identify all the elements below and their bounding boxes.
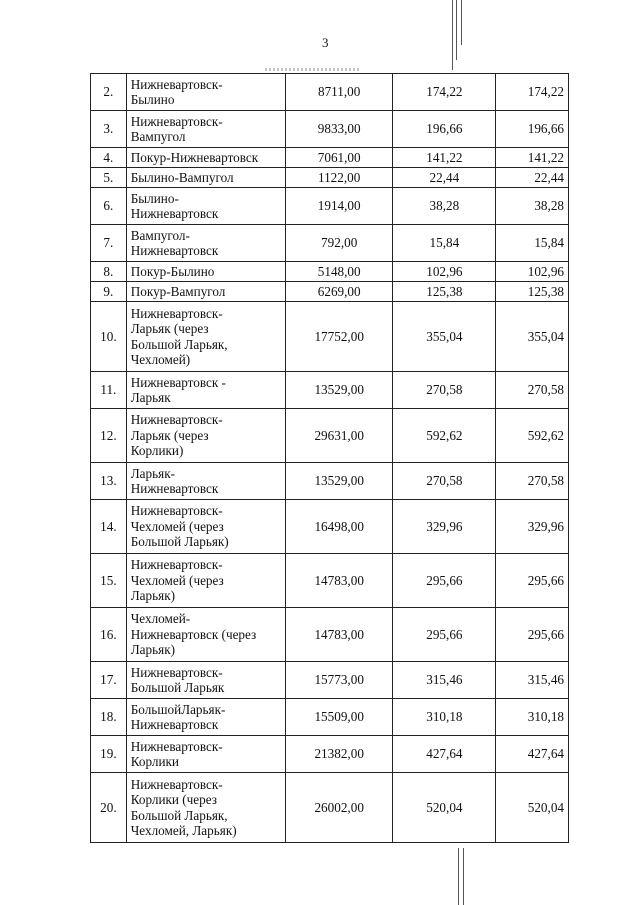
value-cell: 329,96 bbox=[496, 500, 569, 554]
table-row bbox=[91, 736, 569, 773]
row-number-cell: 2. bbox=[91, 74, 127, 111]
value-cell: 196,66 bbox=[496, 111, 569, 148]
value-cell: 26002,00 bbox=[286, 773, 393, 843]
route-cell: Нижневартовск- Вампугол bbox=[126, 111, 285, 148]
value-cell: 15,84 bbox=[496, 225, 569, 262]
route-cell: Чехломей- Нижневартовск (через Ларьяк) bbox=[126, 608, 285, 662]
table-row bbox=[91, 74, 569, 111]
scan-artifact-line bbox=[456, 0, 457, 60]
row-number-cell: 19. bbox=[91, 736, 127, 773]
route-cell: Нижневартовск- Чехломей (через Ларьяк) bbox=[126, 554, 285, 608]
value-cell: 520,04 bbox=[496, 773, 569, 843]
value-cell: 102,96 bbox=[496, 262, 569, 282]
value-cell: 14783,00 bbox=[286, 554, 393, 608]
row-number-cell: 6. bbox=[91, 188, 127, 225]
table-row bbox=[91, 225, 569, 262]
value-cell: 13529,00 bbox=[286, 372, 393, 409]
value-cell: 102,96 bbox=[393, 262, 496, 282]
value-cell: 355,04 bbox=[496, 302, 569, 372]
table-row bbox=[91, 282, 569, 302]
route-cell: Вампугол- Нижневартовск bbox=[126, 225, 285, 262]
value-cell: 22,44 bbox=[393, 168, 496, 188]
value-cell: 15,84 bbox=[393, 225, 496, 262]
value-cell: 16498,00 bbox=[286, 500, 393, 554]
value-cell: 125,38 bbox=[496, 282, 569, 302]
row-number-cell: 18. bbox=[91, 699, 127, 736]
route-cell: Нижневартовск- Былино bbox=[126, 74, 285, 111]
value-cell: 427,64 bbox=[393, 736, 496, 773]
value-cell: 13529,00 bbox=[286, 463, 393, 500]
scan-artifact-line bbox=[458, 848, 459, 905]
row-number-cell: 3. bbox=[91, 111, 127, 148]
table-row bbox=[91, 554, 569, 608]
row-number-cell: 12. bbox=[91, 409, 127, 463]
route-cell: Нижневартовск- Ларьяк (через Корлики) bbox=[126, 409, 285, 463]
tariff-table-body bbox=[91, 74, 569, 843]
row-number-cell: 9. bbox=[91, 282, 127, 302]
row-number-cell: 7. bbox=[91, 225, 127, 262]
route-cell: Нижневартовск- Корлики bbox=[126, 736, 285, 773]
scan-artifact-smudge bbox=[265, 68, 360, 71]
table-row bbox=[91, 148, 569, 168]
value-cell: 592,62 bbox=[496, 409, 569, 463]
value-cell: 15509,00 bbox=[286, 699, 393, 736]
table-row bbox=[91, 168, 569, 188]
row-number-cell: 15. bbox=[91, 554, 127, 608]
value-cell: 17752,00 bbox=[286, 302, 393, 372]
row-number-cell: 16. bbox=[91, 608, 127, 662]
row-number-cell: 13. bbox=[91, 463, 127, 500]
value-cell: 427,64 bbox=[496, 736, 569, 773]
table-row bbox=[91, 463, 569, 500]
route-cell: Нижневартовск- Корлики (через Большой Ларьяк, Чехломей, Ларьяк) bbox=[126, 773, 285, 843]
scan-artifact-line bbox=[463, 848, 464, 905]
value-cell: 592,62 bbox=[393, 409, 496, 463]
table-row bbox=[91, 302, 569, 372]
row-number-cell: 14. bbox=[91, 500, 127, 554]
scan-artifact-line bbox=[452, 0, 453, 70]
value-cell: 1122,00 bbox=[286, 168, 393, 188]
value-cell: 29631,00 bbox=[286, 409, 393, 463]
value-cell: 315,46 bbox=[393, 662, 496, 699]
value-cell: 196,66 bbox=[393, 111, 496, 148]
value-cell: 8711,00 bbox=[286, 74, 393, 111]
value-cell: 174,22 bbox=[393, 74, 496, 111]
table-row bbox=[91, 500, 569, 554]
row-number-cell: 10. bbox=[91, 302, 127, 372]
value-cell: 22,44 bbox=[496, 168, 569, 188]
value-cell: 38,28 bbox=[496, 188, 569, 225]
value-cell: 315,46 bbox=[496, 662, 569, 699]
value-cell: 295,66 bbox=[393, 608, 496, 662]
value-cell: 520,04 bbox=[393, 773, 496, 843]
table-row bbox=[91, 188, 569, 225]
value-cell: 310,18 bbox=[393, 699, 496, 736]
scan-artifact-line bbox=[461, 0, 462, 45]
value-cell: 9833,00 bbox=[286, 111, 393, 148]
route-cell: Нижневартовск- Чехломей (через Большой Ларьяк) bbox=[126, 500, 285, 554]
route-cell: Покур-Вампугол bbox=[126, 282, 285, 302]
table-row bbox=[91, 699, 569, 736]
route-cell: Покур-Былино bbox=[126, 262, 285, 282]
value-cell: 270,58 bbox=[496, 372, 569, 409]
value-cell: 295,66 bbox=[393, 554, 496, 608]
value-cell: 295,66 bbox=[496, 554, 569, 608]
row-number-cell: 8. bbox=[91, 262, 127, 282]
row-number-cell: 17. bbox=[91, 662, 127, 699]
row-number-cell: 20. bbox=[91, 773, 127, 843]
route-cell: Былино- Нижневартовск bbox=[126, 188, 285, 225]
table-row bbox=[91, 262, 569, 282]
value-cell: 355,04 bbox=[393, 302, 496, 372]
page-number: 3 bbox=[322, 35, 329, 50]
value-cell: 5148,00 bbox=[286, 262, 393, 282]
value-cell: 792,00 bbox=[286, 225, 393, 262]
table-row bbox=[91, 111, 569, 148]
table-row bbox=[91, 409, 569, 463]
value-cell: 21382,00 bbox=[286, 736, 393, 773]
value-cell: 310,18 bbox=[496, 699, 569, 736]
value-cell: 14783,00 bbox=[286, 608, 393, 662]
table-row bbox=[91, 608, 569, 662]
route-cell: Нижневартовск- Ларьяк (через Большой Ларьяк, Чехломей) bbox=[126, 302, 285, 372]
row-number-cell: 4. bbox=[91, 148, 127, 168]
value-cell: 141,22 bbox=[393, 148, 496, 168]
row-number-cell: 5. bbox=[91, 168, 127, 188]
value-cell: 270,58 bbox=[496, 463, 569, 500]
value-cell: 270,58 bbox=[393, 372, 496, 409]
table-row bbox=[91, 662, 569, 699]
value-cell: 329,96 bbox=[393, 500, 496, 554]
row-number-cell: 11. bbox=[91, 372, 127, 409]
route-cell: Нижневартовск- Большой Ларьяк bbox=[126, 662, 285, 699]
table-row bbox=[91, 372, 569, 409]
route-cell: Ларьяк- Нижневартовск bbox=[126, 463, 285, 500]
value-cell: 7061,00 bbox=[286, 148, 393, 168]
value-cell: 295,66 bbox=[496, 608, 569, 662]
value-cell: 174,22 bbox=[496, 74, 569, 111]
value-cell: 125,38 bbox=[393, 282, 496, 302]
value-cell: 15773,00 bbox=[286, 662, 393, 699]
route-cell: БольшойЛарьяк- Нижневартовск bbox=[126, 699, 285, 736]
value-cell: 6269,00 bbox=[286, 282, 393, 302]
value-cell: 38,28 bbox=[393, 188, 496, 225]
value-cell: 270,58 bbox=[393, 463, 496, 500]
route-cell: Нижневартовск - Ларьяк bbox=[126, 372, 285, 409]
value-cell: 1914,00 bbox=[286, 188, 393, 225]
value-cell: 141,22 bbox=[496, 148, 569, 168]
table-row bbox=[91, 773, 569, 843]
route-cell: Былино-Вампугол bbox=[126, 168, 285, 188]
tariff-table bbox=[90, 73, 569, 843]
route-cell: Покур-Нижневартовск bbox=[126, 148, 285, 168]
